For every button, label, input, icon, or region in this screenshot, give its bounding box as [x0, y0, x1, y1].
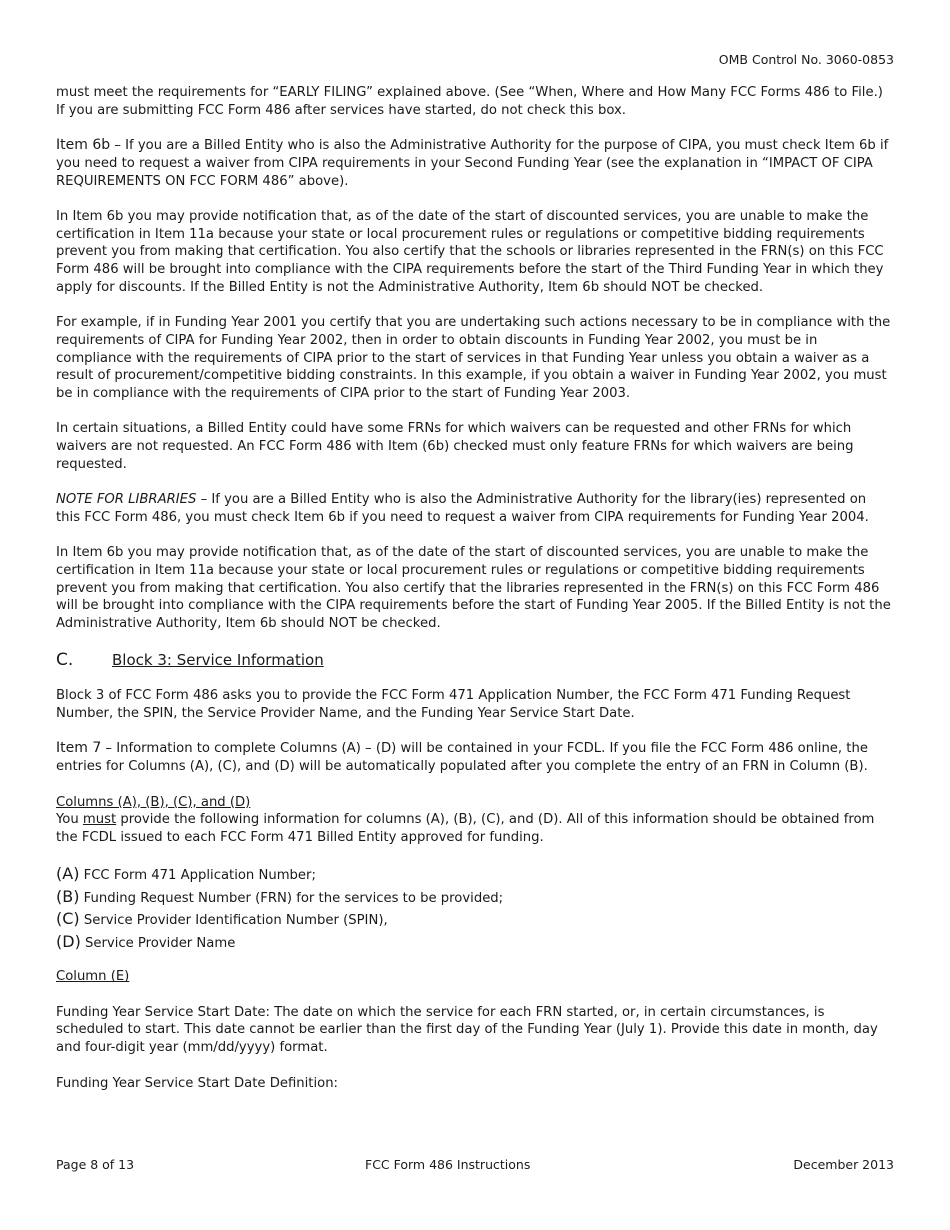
list-item-letter: (B) — [56, 886, 80, 906]
paragraph-start-date: Funding Year Service Start Date: The date on which the service for each FRN started, or, in certain circumstances, is scheduled to start. This date cannot be earlier than the first day of the Funding Year (July 1). Provide this date in month, day and four-digit year (mm/dd/yyyy) format. — [56, 1004, 878, 1056]
list-item — [56, 864, 894, 887]
paragraph-columns-a-d — [56, 811, 894, 846]
paragraph-item-7 — [56, 740, 894, 775]
subheading-column-e: Column (E) — [56, 969, 130, 985]
paragraph-item-6b — [56, 137, 894, 190]
paragraph-libraries-notification: In Item 6b you may provide notification that, as of the date of the start of discounted services, you are unable to make the certification in Item 11a because your state or local procurement rules or regulations or competitive bidding requirements prevent you from making that certification. You also certify that the libraries represented in the FRN(s) on this FCC Form 486 will be brought into compliance with the CIPA requirements before the start of Funding Year 2005. If the Billed Entity is not the Administrative Authority, Item 6b should NOT be checked. — [56, 545, 891, 631]
paragraph-certain-situations: In certain situations, a Billed Entity could have some FRNs for which waivers can be requested and other FRNs for which waivers are not requested. An FCC Form 486 with Item (6b) checked must only feature FRNs for which waivers are being requested. — [56, 421, 854, 472]
list-item-text: Service Provider Name — [80, 935, 236, 951]
paragraph-note-libraries — [56, 491, 894, 526]
columns-text-b: provide the following information for columns (A), (B), (C), and (D). All of this information should be obtained from the FCDL issued to each FCC Form 471 Billed Entity approved for funding. — [56, 812, 875, 845]
section-heading — [56, 650, 894, 670]
paragraph-block-3: Block 3 of FCC Form 486 asks you to provide the FCC Form 471 Application Number, the FCC Form 471 Funding Request Number, the SPIN, the Service Provider Name, and the Funding Year Service Start Date. — [56, 688, 851, 722]
list-item-letter: (C) — [56, 909, 80, 929]
footer-title: FCC Form 486 Instructions — [365, 1157, 531, 1172]
item-7-label: Item 7 — [56, 740, 102, 757]
document-body — [56, 84, 894, 1110]
document-page — [56, 0, 894, 1230]
list-item — [56, 887, 894, 910]
list-item — [56, 909, 894, 932]
item-6b-text: – If you are a Billed Entity who is also the Administrative Authority for the purpose of CIPA, you must check Item 6b if you need to request a waiver from CIPA requirements in your Second Funding Year (see the explanation in “IMPACT OF CIPA REQUIREMENTS ON FCC FORM 486” above). — [56, 138, 889, 189]
subheading-columns-a-d: Columns (A), (B), (C), and (D) — [56, 794, 251, 810]
paragraph-example: For example, if in Funding Year 2001 you certify that you are undertaking such actions necessary to be in compliance with the requirements of CIPA for Funding Year 2002, then in order to obtain discounts in Funding Year 2002, you must be in compliance with the requirements of CIPA prior to the start of services in that Funding Year unless you obtain a waiver as a result of procurement/competitive bidding constraints. In this example, if you obtain a waiver in Funding Year 2002, you must be in compliance with the requirements of CIPA prior to the start of Funding Year 2003. — [56, 315, 891, 401]
list-item-text: Service Provider Identification Number (SPIN), — [79, 913, 388, 929]
note-libraries-label: NOTE FOR LIBRARIES — [56, 492, 197, 508]
footer-date: December 2013 — [793, 1157, 894, 1172]
page-number: Page 8 of 13 — [56, 1157, 135, 1172]
list-item-text: FCC Form 471 Application Number; — [79, 868, 316, 884]
paragraph-early-filing: must meet the requirements for “EARLY FILING” explained above. (See “When, Where and How Many FCC Forms 486 to File.) If you are submitting FCC Form 486 after services have started, do not check this box. — [56, 85, 883, 118]
section-title: Block 3: Service Information — [112, 651, 324, 670]
list-item-letter: (D) — [56, 931, 81, 951]
paragraph-item-6b-notification: In Item 6b you may provide notification that, as of the date of the start of discounted services, you are unable to make the certification in Item 11a because your state or local procurement rules or regulations or competitive bidding requirements prevent you from making that certification. You also certify that the schools or libraries represented in the FRN(s) on this FCC Form 486 will be brought into compliance with the CIPA requirements before the start of the Third Funding Year in which they apply for discounts. If the Billed Entity is not the Administrative Authority, Item 6b should NOT be checked. — [56, 208, 884, 295]
item-7-text: – Information to complete Columns (A) – (D) will be contained in your FCDL. If you file the FCC Form 486 online, the entries for Columns (A), (C), and (D) will be automatically populated after you complete the entry of an FRN in Column (B). — [56, 741, 868, 775]
omb-control-number: OMB Control No. 3060-0853 — [718, 52, 894, 67]
must-emphasis: must — [82, 812, 117, 828]
list-item-text: Funding Request Number (FRN) for the services to be provided; — [79, 890, 504, 906]
section-letter: C. — [56, 650, 74, 671]
list-item-letter: (A) — [56, 864, 80, 884]
paragraph-start-date-definition: Funding Year Service Start Date Definition: — [56, 1075, 338, 1091]
column-list — [56, 864, 894, 954]
columns-text-a: You — [56, 812, 83, 828]
list-item — [56, 932, 894, 955]
item-6b-label: Item 6b — [56, 137, 111, 154]
note-libraries-text: – If you are a Billed Entity who is also the Administrative Authority for the library(ies) represented on this FCC Form 486, you must check Item 6b if you need to request a waiver from CIPA requirements for Funding Year 2004. — [56, 492, 869, 525]
